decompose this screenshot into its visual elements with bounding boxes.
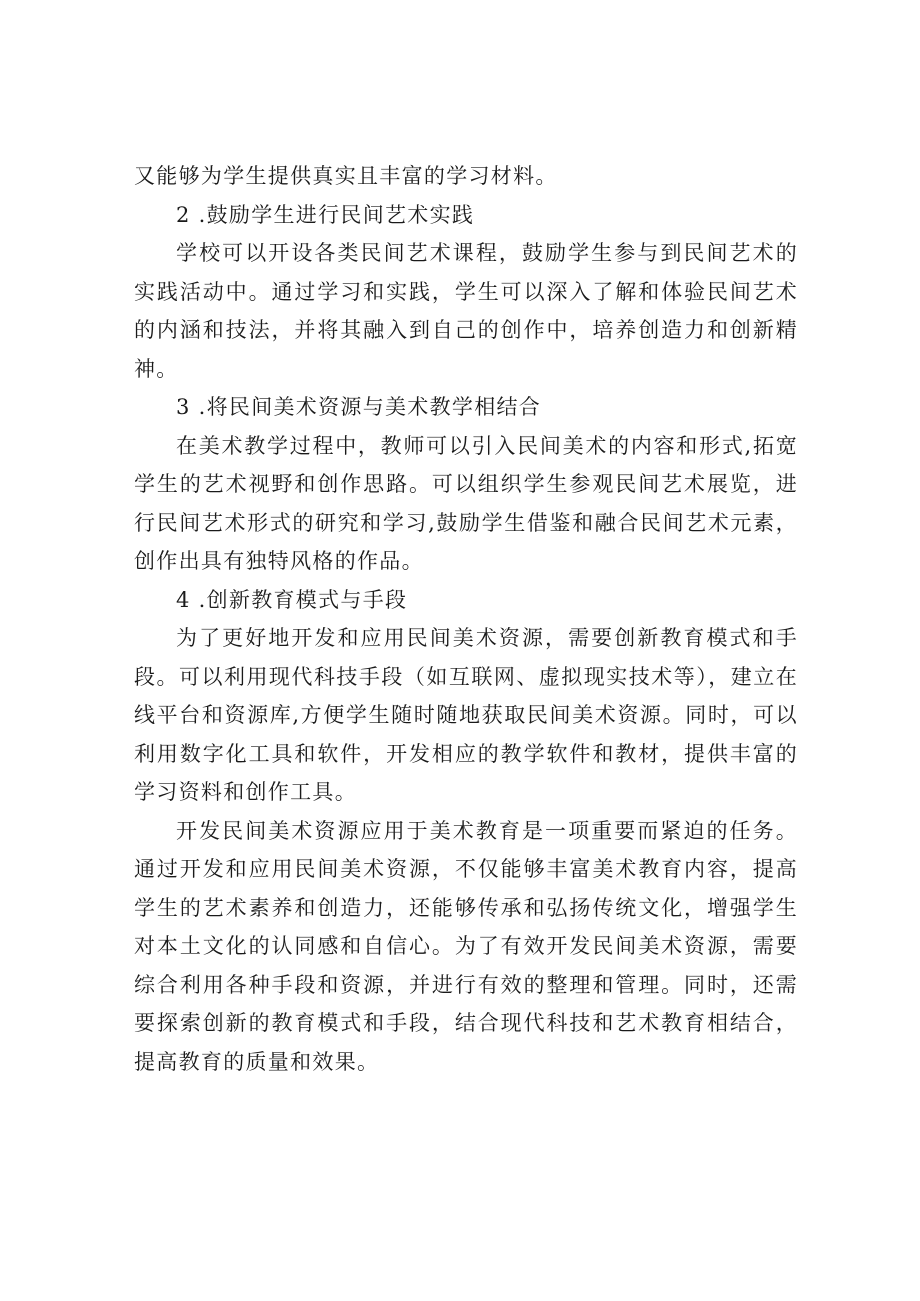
section-heading-2: 2 .鼓励学生进行民间艺术实践 [176,202,475,227]
paragraph-combine-teaching: 在美术教学过程中，教师可以引入民间美术的内容和形式,拓宽学生的艺术视野和创作思路。可以组织学生参观民间艺术展览，进行民间艺术形式的研究和学习,鼓励学生借鉴和融合民间艺术元素，创作出具有独特风格的作品。 [134,433,798,573]
paragraph-innovation: 为了更好地开发和应用民间美术资源，需要创新教育模式和手段。可以利用现代科技手段（如互联网、虚拟现实技术等），建立在线平台和资源库,方便学生随时随地获取民间美术资源。同时，可以利用数字化工具和软件，开发相应的教学软件和教材，提供丰富的学习资料和创作工具。 [134,626,798,804]
document-body [134,157,798,1081]
paragraph-continuation: 又能够为学生提供真实且丰富的学习材料。 [134,164,558,188]
paragraph-folk-art-practice: 学校可以开设各类民间艺术课程，鼓励学生参与到民间艺术的实践活动中。通过学习和实践，学生可以深入了解和体验民间艺术的内涵和技法，并将其融入到自己的创作中，培养创造力和创新精神。 [134,241,798,381]
section-heading-3: 3 .将民间美术资源与美术教学相结合 [176,395,542,419]
section-heading-4: 4 .创新教育模式与手段 [176,587,408,612]
paragraph-conclusion: 开发民间美术资源应用于美术教育是一项重要而紧迫的任务。通过开发和应用民间美术资源，不仅能够丰富美术教育内容，提高学生的艺术素养和创造力，还能够传承和弘扬传统文化，增强学生对本土文化的认同感和自信心。为了有效开发民间美术资源，需要综合利用各种手段和资源，并进行有效的整理和管理。同时，还需要探索创新的教育模式和手段，结合现代科技和艺术教育相结合，提高教育的质量和效果。 [134,818,798,1074]
